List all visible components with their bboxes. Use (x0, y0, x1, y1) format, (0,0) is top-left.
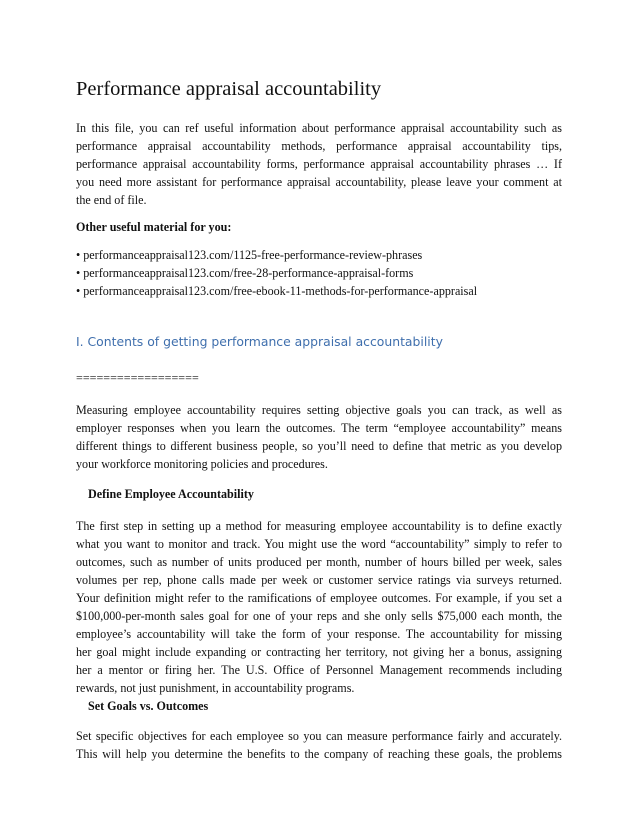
paragraph-line: your workforce monitoring policies and procedures. (76, 457, 328, 471)
page-title: Performance appraisal accountability (76, 78, 382, 100)
paragraph-line: Set specific objectives for each employee so you can measure performance fairly and accurately. (76, 729, 562, 743)
paragraph-line: Measuring employee accountability requires setting objective goals you can track, as well as (76, 403, 562, 417)
paragraph-line: $100,000-per-month sales goal for one of your reps and she only sells $75,000 each month, the (76, 609, 562, 623)
paragraph-line: outcomes, such as number of units produced per month, number of hours billed per week, sales (76, 555, 562, 569)
intro-line: In this file, you can ref useful information about performance appraisal accountability such as (76, 121, 562, 135)
intro-line: performance appraisal accountability methods, performance appraisal accountability tips, (76, 139, 562, 153)
resource-link[interactable]: • performanceappraisal123.com/free-ebook-11-methods-for-performance-appraisal (76, 284, 478, 298)
subheading-define-accountability: Define Employee Accountability (88, 487, 254, 501)
separator-line: ================== (76, 371, 199, 385)
paragraph-line: different things to different business people, so you’ll need to define that metric as you develop (76, 439, 562, 453)
paragraph-line: volumes per rep, phone calls made per week or customer service ratings via surveys returned. (76, 573, 562, 587)
resource-link[interactable]: • performanceappraisal123.com/free-28-performance-appraisal-forms (76, 266, 414, 280)
intro-line: the end of file. (76, 193, 147, 207)
resource-link[interactable]: • performanceappraisal123.com/1125-free-performance-review-phrases (76, 248, 423, 262)
subheading-set-goals: Set Goals vs. Outcomes (88, 699, 209, 713)
paragraph-line: Your definition might refer to the ramifications of employee outcomes. For example, if you set a (76, 591, 562, 605)
intro-line: performance appraisal accountability forms, performance appraisal accountability phrases … If (76, 157, 562, 171)
paragraph-line: rewards, not just punishment, in accountability programs. (76, 681, 355, 695)
useful-material-heading: Other useful material for you: (76, 220, 232, 234)
paragraph-line: employer responses when you learn the outcomes. The term “employee accountability” means (76, 421, 562, 435)
paragraph-line: her goal might include expanding or contracting her territory, not giving her a bonus, assigning (76, 645, 562, 659)
paragraph-line: employee’s accountability will take the form of your response. The accountability for missing (76, 627, 562, 641)
intro-line: you need more assistant for performance appraisal accountability, please leave your comment at (76, 175, 562, 189)
paragraph-line: what you want to monitor and track. You might use the word “accountability” simply to refer to (76, 537, 562, 551)
paragraph-line: The first step in setting up a method for measuring employee accountability is to define exactly (76, 519, 562, 533)
paragraph-line: her a mentor or firing her. The U.S. Office of Personnel Management recommends including (76, 663, 562, 677)
paragraph-line: This will help you determine the benefits to the company of reaching these goals, the problems (76, 747, 562, 761)
section-heading: I. Contents of getting performance appraisal accountability (76, 334, 443, 349)
